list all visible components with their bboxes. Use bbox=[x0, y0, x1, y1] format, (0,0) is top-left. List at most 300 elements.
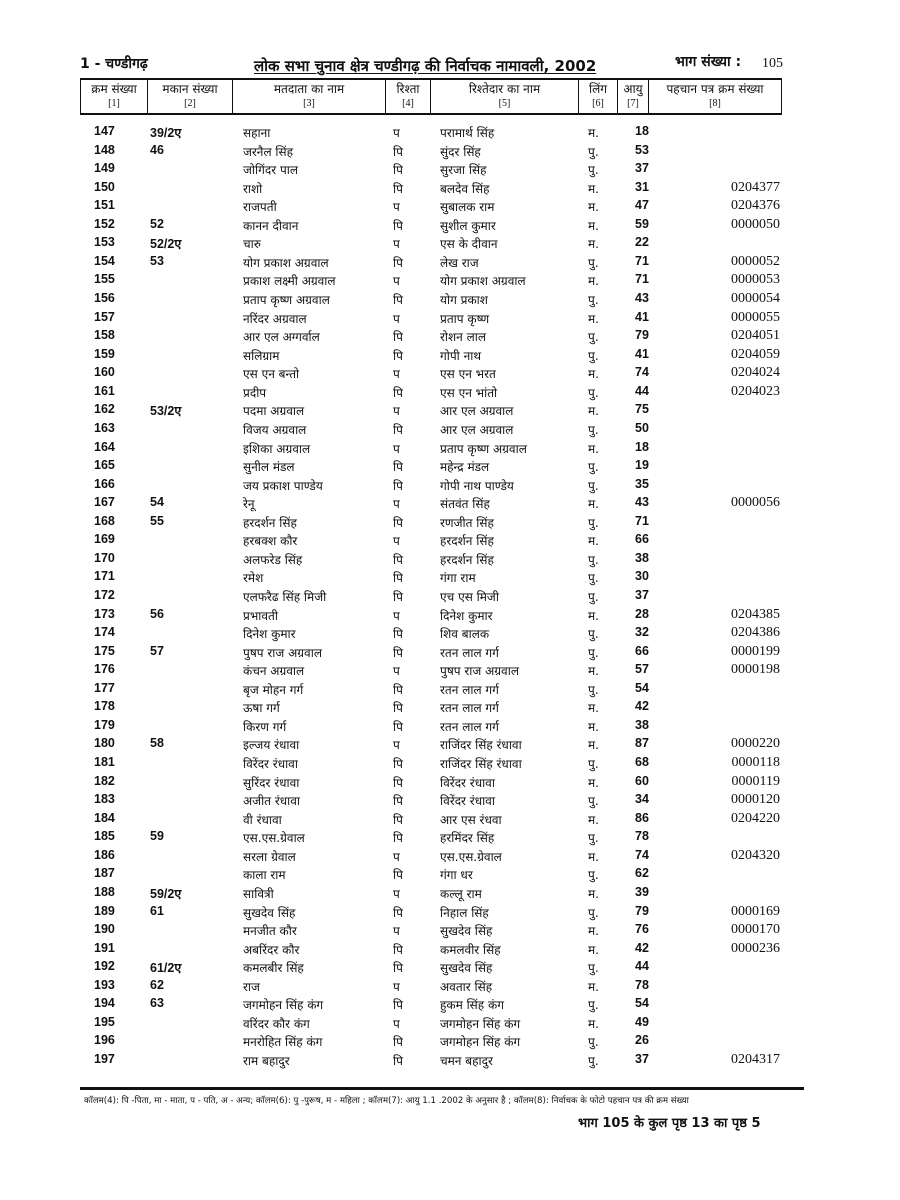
voter-name: मनजीत कौर bbox=[243, 924, 297, 939]
relative-name: सुंदर सिंह bbox=[440, 144, 481, 159]
age: 19 bbox=[635, 458, 649, 473]
sex: पु. bbox=[588, 515, 599, 530]
relation: पि bbox=[393, 552, 403, 567]
sex: म. bbox=[588, 775, 599, 790]
table-row bbox=[0, 736, 900, 754]
voter-name: विरेंदर रंधावा bbox=[243, 757, 298, 772]
serial-number: 190 bbox=[94, 922, 115, 937]
relation: प bbox=[393, 534, 400, 549]
relation: प bbox=[393, 441, 400, 456]
column-header-label: मतदाता का नाम bbox=[273, 82, 345, 96]
sex: म. bbox=[588, 274, 599, 289]
relation: प bbox=[393, 664, 400, 679]
part-number-label: भाग संख्या : bbox=[675, 54, 742, 70]
serial-number: 148 bbox=[94, 142, 115, 157]
relation: प bbox=[393, 608, 400, 623]
id-card-number: 0204386 bbox=[731, 625, 780, 641]
voter-name: सलिग्राम bbox=[243, 348, 280, 363]
sex: म. bbox=[588, 181, 599, 196]
relative-name: प्रताप कृष्ण bbox=[440, 311, 490, 326]
relation: पि bbox=[393, 422, 403, 437]
voter-name: नरिंदर अग्रवाल bbox=[243, 311, 307, 326]
sex: पु. bbox=[588, 255, 599, 270]
house-number: 61 bbox=[150, 903, 164, 918]
serial-number: 181 bbox=[94, 755, 115, 770]
table-row bbox=[0, 1052, 900, 1070]
serial-number: 178 bbox=[94, 699, 115, 714]
id-card-number: 0204320 bbox=[731, 847, 780, 863]
serial-number: 157 bbox=[94, 309, 115, 324]
sex: पु. bbox=[588, 905, 599, 920]
table-row bbox=[0, 384, 900, 402]
sex: म. bbox=[588, 942, 599, 957]
voter-name: सुनील मंडल bbox=[243, 460, 295, 475]
column-header-label: रिश्ता bbox=[396, 82, 420, 96]
age: 54 bbox=[635, 996, 649, 1011]
sex: पु. bbox=[588, 961, 599, 976]
table-row bbox=[0, 681, 900, 699]
id-card-number: 0000199 bbox=[731, 643, 780, 659]
relative-name: सुरजा सिंह bbox=[440, 163, 487, 178]
relation: प bbox=[393, 311, 400, 326]
relation: पि bbox=[393, 757, 403, 772]
age: 30 bbox=[635, 569, 649, 584]
table-row bbox=[0, 755, 900, 773]
house-number: 55 bbox=[150, 513, 164, 528]
table-row bbox=[0, 588, 900, 606]
sex: म. bbox=[588, 126, 599, 140]
sex: म. bbox=[588, 200, 599, 215]
age: 47 bbox=[635, 198, 649, 213]
age: 57 bbox=[635, 662, 649, 677]
relative-name: जगमोहन सिंह कंग bbox=[440, 1035, 521, 1050]
voter-name: वी रंधावा bbox=[243, 812, 282, 827]
relation: प bbox=[393, 886, 400, 901]
age: 62 bbox=[635, 866, 649, 881]
table-row bbox=[0, 254, 900, 272]
id-card-number: 0000198 bbox=[731, 662, 780, 678]
voter-name: सुखदेव सिंह bbox=[243, 905, 296, 920]
table-row bbox=[0, 421, 900, 439]
table-row bbox=[0, 328, 900, 346]
age: 53 bbox=[635, 142, 649, 157]
column-header-number: [8] bbox=[709, 98, 721, 109]
table-row bbox=[0, 180, 900, 198]
sex: पु. bbox=[588, 627, 599, 642]
age: 38 bbox=[635, 717, 649, 732]
sex: पु. bbox=[588, 552, 599, 567]
relative-name: एस एन भरत bbox=[440, 367, 496, 382]
column-header-label: रिश्तेदार का नाम bbox=[468, 82, 541, 96]
page-title: लोक सभा चुनाव क्षेत्र चण्डीगढ़ की निर्वाचक नामावली, 2002 bbox=[254, 57, 597, 75]
serial-number: 169 bbox=[94, 532, 115, 547]
voter-name: रमेश bbox=[243, 571, 264, 586]
voter-name: पुषप राज अग्रवाल bbox=[243, 645, 322, 660]
sex: पु. bbox=[588, 422, 599, 437]
column-header-number: [5] bbox=[498, 98, 511, 109]
serial-number: 147 bbox=[94, 124, 115, 138]
relation: पि bbox=[393, 163, 403, 178]
id-card-number: 0000054 bbox=[731, 291, 780, 307]
page-footer: भाग 105 के कुल पृष्ठ 13 का पृष्ठ 5 bbox=[578, 1116, 761, 1131]
age: 26 bbox=[635, 1033, 649, 1048]
voter-name: जगमोहन सिंह कंग bbox=[243, 998, 324, 1013]
id-card-number: 0204024 bbox=[731, 365, 780, 381]
serial-number: 171 bbox=[94, 569, 115, 584]
age: 31 bbox=[635, 179, 649, 194]
age: 71 bbox=[635, 513, 649, 528]
sex: पु. bbox=[588, 645, 599, 660]
serial-number: 176 bbox=[94, 662, 115, 677]
table-row bbox=[0, 978, 900, 996]
id-card-number: 0204385 bbox=[731, 606, 780, 622]
table-row bbox=[0, 718, 900, 736]
relative-name: हुकम सिंह कंग bbox=[440, 998, 504, 1013]
age: 18 bbox=[635, 124, 649, 138]
house-number: 57 bbox=[150, 643, 164, 658]
voter-name: जय प्रकाश पाण्डेय bbox=[243, 478, 323, 493]
relative-name: सुखदेव सिंह bbox=[440, 924, 493, 939]
serial-number: 184 bbox=[94, 810, 115, 825]
house-number: 54 bbox=[150, 495, 164, 510]
relative-name: विरेंदर रंधावा bbox=[440, 775, 495, 790]
voter-name: रेनू bbox=[243, 497, 255, 512]
id-card-number: 0204220 bbox=[731, 810, 780, 826]
age: 41 bbox=[635, 309, 649, 324]
sex: म. bbox=[588, 886, 599, 901]
relation: पि bbox=[393, 701, 403, 716]
voter-name: किरण गर्ग bbox=[243, 719, 287, 734]
voter-name: सहाना bbox=[243, 126, 271, 140]
voter-name: कंचन अग्रवाल bbox=[243, 664, 305, 679]
serial-number: 197 bbox=[94, 1052, 115, 1066]
relation: पि bbox=[393, 942, 403, 957]
sex: म. bbox=[588, 701, 599, 716]
serial-number: 186 bbox=[94, 847, 115, 862]
table-row bbox=[0, 1033, 900, 1051]
voter-name: सरला ग्रेवाल bbox=[243, 849, 296, 864]
relation: पि bbox=[393, 775, 403, 790]
table-row bbox=[0, 532, 900, 550]
voter-name: मनरोहित सिंह कंग bbox=[243, 1035, 323, 1050]
house-number: 56 bbox=[150, 606, 164, 621]
relative-name: शिव बालक bbox=[440, 627, 490, 642]
sex: पु. bbox=[588, 460, 599, 475]
serial-number: 170 bbox=[94, 550, 115, 565]
voter-name: कमलबीर सिंह bbox=[243, 961, 304, 976]
table-row bbox=[0, 402, 900, 420]
table-row bbox=[0, 904, 900, 922]
relative-name: अवतार सिंह bbox=[440, 979, 493, 994]
relation: पि bbox=[393, 719, 403, 734]
relation: प bbox=[393, 237, 400, 252]
age: 68 bbox=[635, 755, 649, 770]
relative-name: योग प्रकाश अग्रवाल bbox=[440, 274, 526, 289]
age: 43 bbox=[635, 495, 649, 510]
serial-number: 191 bbox=[94, 940, 115, 955]
relative-name: जगमोहन सिंह कंग bbox=[440, 1016, 521, 1031]
relation: पि bbox=[393, 571, 403, 586]
serial-number: 163 bbox=[94, 420, 115, 435]
table-row bbox=[0, 495, 900, 513]
age: 74 bbox=[635, 847, 649, 862]
house-number: 63 bbox=[150, 996, 164, 1011]
column-header-label: क्रम संख्या bbox=[91, 82, 137, 96]
id-card-number: 0204051 bbox=[731, 328, 780, 344]
house-number: 52 bbox=[150, 216, 164, 231]
table-row bbox=[0, 922, 900, 940]
column-header-number: [2] bbox=[184, 98, 196, 109]
id-card-number: 0000050 bbox=[731, 216, 780, 232]
serial-number: 189 bbox=[94, 903, 115, 918]
relative-name: चमन बहादुर bbox=[440, 1054, 493, 1068]
age: 22 bbox=[635, 235, 649, 250]
age: 50 bbox=[635, 420, 649, 435]
table-row bbox=[0, 477, 900, 495]
sex: पु. bbox=[588, 293, 599, 308]
age: 38 bbox=[635, 550, 649, 565]
relation: पि bbox=[393, 460, 403, 475]
relative-name: आर एल अग्रवाल bbox=[440, 404, 514, 419]
serial-number: 172 bbox=[94, 588, 115, 602]
relation: पि bbox=[393, 794, 403, 809]
relative-name: गंगा धर bbox=[440, 868, 473, 883]
age: 54 bbox=[635, 680, 649, 695]
part-number-value: 105 bbox=[762, 56, 783, 71]
voter-name: वरिंदर कौर कंग bbox=[243, 1016, 310, 1031]
table-row bbox=[0, 1015, 900, 1033]
age: 49 bbox=[635, 1014, 649, 1029]
table-row bbox=[0, 569, 900, 587]
column-header-label: पहचान पत्र क्रम संख्या bbox=[666, 82, 764, 96]
serial-number: 155 bbox=[94, 272, 115, 287]
id-card-number: 0000119 bbox=[731, 773, 780, 789]
table-row bbox=[0, 607, 900, 625]
relative-name: रतन लाल गर्ग bbox=[440, 645, 499, 660]
sex: पु. bbox=[588, 385, 599, 400]
serial-number: 179 bbox=[94, 717, 115, 732]
voter-name: राम बहादुर bbox=[243, 1054, 290, 1068]
age: 78 bbox=[635, 829, 649, 844]
age: 86 bbox=[635, 810, 649, 825]
column-header-label: आयु bbox=[623, 82, 643, 96]
voter-name: इशिका अग्रवाल bbox=[243, 441, 311, 456]
relative-name: रतन लाल गर्ग bbox=[440, 701, 499, 716]
table-row bbox=[0, 161, 900, 179]
relation: पि bbox=[393, 998, 403, 1013]
age: 87 bbox=[635, 736, 649, 751]
relation: पि bbox=[393, 181, 403, 196]
house-number: 58 bbox=[150, 736, 164, 751]
table-row bbox=[0, 792, 900, 810]
sex: म. bbox=[588, 1016, 599, 1031]
serial-number: 158 bbox=[94, 328, 115, 343]
age: 59 bbox=[635, 216, 649, 231]
id-card-number: 0000056 bbox=[731, 495, 780, 511]
table-row bbox=[0, 699, 900, 717]
table-row bbox=[0, 885, 900, 903]
age: 41 bbox=[635, 346, 649, 361]
age: 37 bbox=[635, 1052, 649, 1066]
voter-name: एस एन बन्तो bbox=[243, 367, 300, 382]
table-row bbox=[0, 365, 900, 383]
relative-name: हरमिंदर सिंह bbox=[440, 831, 495, 846]
sex: पु. bbox=[588, 1035, 599, 1050]
sex: म. bbox=[588, 924, 599, 939]
voter-name: जोगिंदर पाल bbox=[243, 163, 299, 178]
age: 44 bbox=[635, 383, 649, 398]
voter-name: हरबक्श कौर bbox=[243, 534, 298, 549]
voter-name: कानन दीवान bbox=[243, 218, 299, 233]
voter-name: काला राम bbox=[243, 868, 286, 883]
sex: म. bbox=[588, 608, 599, 623]
id-card-number: 0000169 bbox=[731, 903, 780, 919]
age: 79 bbox=[635, 903, 649, 918]
relation: पि bbox=[393, 627, 403, 642]
column-header-sex bbox=[579, 80, 618, 113]
table-row bbox=[0, 811, 900, 829]
serial-number: 160 bbox=[94, 365, 115, 380]
table-row bbox=[0, 235, 900, 253]
relation: प bbox=[393, 979, 400, 994]
column-header-serial bbox=[81, 80, 148, 113]
table-row bbox=[0, 514, 900, 532]
table-row bbox=[0, 440, 900, 458]
relation: प bbox=[393, 738, 400, 753]
house-number: 53/2ए bbox=[150, 404, 182, 419]
sex: पु. bbox=[588, 348, 599, 363]
serial-number: 151 bbox=[94, 198, 115, 213]
relative-name: दिनेश कुमार bbox=[440, 608, 493, 623]
relative-name: कमलवीर सिंह bbox=[440, 942, 501, 957]
relation: पि bbox=[393, 478, 403, 493]
serial-number: 194 bbox=[94, 996, 115, 1011]
serial-number: 166 bbox=[94, 476, 115, 491]
relative-name: प्रताप कृष्ण अग्रवाल bbox=[440, 441, 527, 456]
table-row bbox=[0, 625, 900, 643]
relative-name: गोपी नाथ bbox=[440, 348, 482, 363]
age: 66 bbox=[635, 532, 649, 547]
id-card-number: 0204376 bbox=[731, 198, 780, 214]
id-card-number: 0000120 bbox=[731, 792, 780, 808]
relation: पि bbox=[393, 218, 403, 233]
house-number: 53 bbox=[150, 253, 164, 268]
relative-name: लेख राज bbox=[440, 255, 479, 270]
serial-number: 150 bbox=[94, 179, 115, 194]
sex: म. bbox=[588, 979, 599, 994]
age: 34 bbox=[635, 792, 649, 807]
voter-name: जरनैल सिंह bbox=[243, 144, 294, 159]
id-card-number: 0000170 bbox=[731, 922, 780, 938]
voter-name: एलफरैढ सिंह मिजी bbox=[243, 590, 327, 604]
relation: पि bbox=[393, 831, 403, 846]
serial-number: 175 bbox=[94, 643, 115, 658]
age: 42 bbox=[635, 699, 649, 714]
relation: पि bbox=[393, 1035, 403, 1050]
relation: पि bbox=[393, 348, 403, 363]
relation: पि bbox=[393, 590, 403, 604]
serial-number: 180 bbox=[94, 736, 115, 751]
column-header-age bbox=[618, 80, 649, 113]
relative-name: रतन लाल गर्ग bbox=[440, 682, 499, 697]
age: 43 bbox=[635, 291, 649, 306]
relation: पि bbox=[393, 144, 403, 159]
relative-name: सुबालक राम bbox=[440, 200, 495, 215]
age: 35 bbox=[635, 476, 649, 491]
relation: पि bbox=[393, 515, 403, 530]
id-card-number: 0204059 bbox=[731, 346, 780, 362]
voter-name: योग प्रकाश अग्रवाल bbox=[243, 255, 329, 270]
serial-number: 154 bbox=[94, 253, 115, 268]
serial-number: 193 bbox=[94, 977, 115, 992]
sex: पु. bbox=[588, 868, 599, 883]
voter-name: प्रभावती bbox=[243, 608, 278, 623]
id-card-number: 0000055 bbox=[731, 309, 780, 325]
sex: पु. bbox=[588, 144, 599, 159]
sex: म. bbox=[588, 812, 599, 827]
relation: प bbox=[393, 404, 400, 419]
relative-name: एस के दीवान bbox=[440, 237, 498, 252]
relative-name: गोपी नाथ पाण्डेय bbox=[440, 478, 514, 493]
voter-name: प्रकाश लक्ष्मी अग्रवाल bbox=[243, 274, 336, 289]
id-card-number: 0000118 bbox=[731, 755, 780, 771]
relative-name: संतवंत सिंह bbox=[440, 497, 490, 512]
relative-name: एच एस मिजी bbox=[440, 590, 499, 604]
relative-name: पुषप राज अग्रवाल bbox=[440, 664, 519, 679]
serial-number: 161 bbox=[94, 383, 115, 398]
serial-number: 188 bbox=[94, 884, 115, 899]
sex: पु. bbox=[588, 163, 599, 178]
table-row bbox=[0, 866, 900, 884]
house-number: 59/2ए bbox=[150, 886, 182, 901]
serial-number: 195 bbox=[94, 1014, 115, 1029]
serial-number: 187 bbox=[94, 866, 115, 881]
column-legend: कॉलम(4): पि -पिता, मा - माता, प - पति, अ - अन्य; कॉलम(6): पु -पुरूष, म - महिला ; कॉलम(7): आयु 1.1 .2002 के अनुसार है ; कॉलम(8): निर्वाचक के फोटो पहचान पत्र की क्रम संख्या bbox=[84, 1096, 689, 1106]
age: 32 bbox=[635, 625, 649, 640]
voter-name: सुरिंदर रंधावा bbox=[243, 775, 300, 790]
id-card-number: 0000052 bbox=[731, 253, 780, 269]
table-row bbox=[0, 347, 900, 365]
table-row bbox=[0, 959, 900, 977]
relative-name: राजिंदर सिंह रंधावा bbox=[440, 738, 522, 753]
sex: म. bbox=[588, 497, 599, 512]
id-card-number: 0000220 bbox=[731, 736, 780, 752]
table-row bbox=[0, 458, 900, 476]
sex: म. bbox=[588, 441, 599, 456]
relation: प bbox=[393, 497, 400, 512]
table-row bbox=[0, 774, 900, 792]
table-row bbox=[0, 829, 900, 847]
age: 74 bbox=[635, 365, 649, 380]
table-row bbox=[0, 291, 900, 309]
house-number: 59 bbox=[150, 829, 164, 844]
voter-name: चारु bbox=[243, 237, 261, 252]
house-number: 62 bbox=[150, 977, 164, 992]
voter-name: हरदर्शन सिंह bbox=[243, 515, 297, 530]
relative-name: बलदेव सिंह bbox=[440, 181, 490, 196]
voter-name: राशो bbox=[243, 181, 263, 196]
sex: म. bbox=[588, 237, 599, 252]
relation: प bbox=[393, 200, 400, 215]
table-row bbox=[0, 198, 900, 216]
constituency-label: 1 - चण्डीगढ़ bbox=[80, 56, 148, 72]
column-header-number: [1] bbox=[108, 98, 120, 109]
house-number: 39/2ए bbox=[150, 126, 182, 140]
relation: प bbox=[393, 849, 400, 864]
serial-number: 174 bbox=[94, 625, 115, 640]
voter-name: सावित्री bbox=[243, 886, 274, 901]
relation: प bbox=[393, 924, 400, 939]
